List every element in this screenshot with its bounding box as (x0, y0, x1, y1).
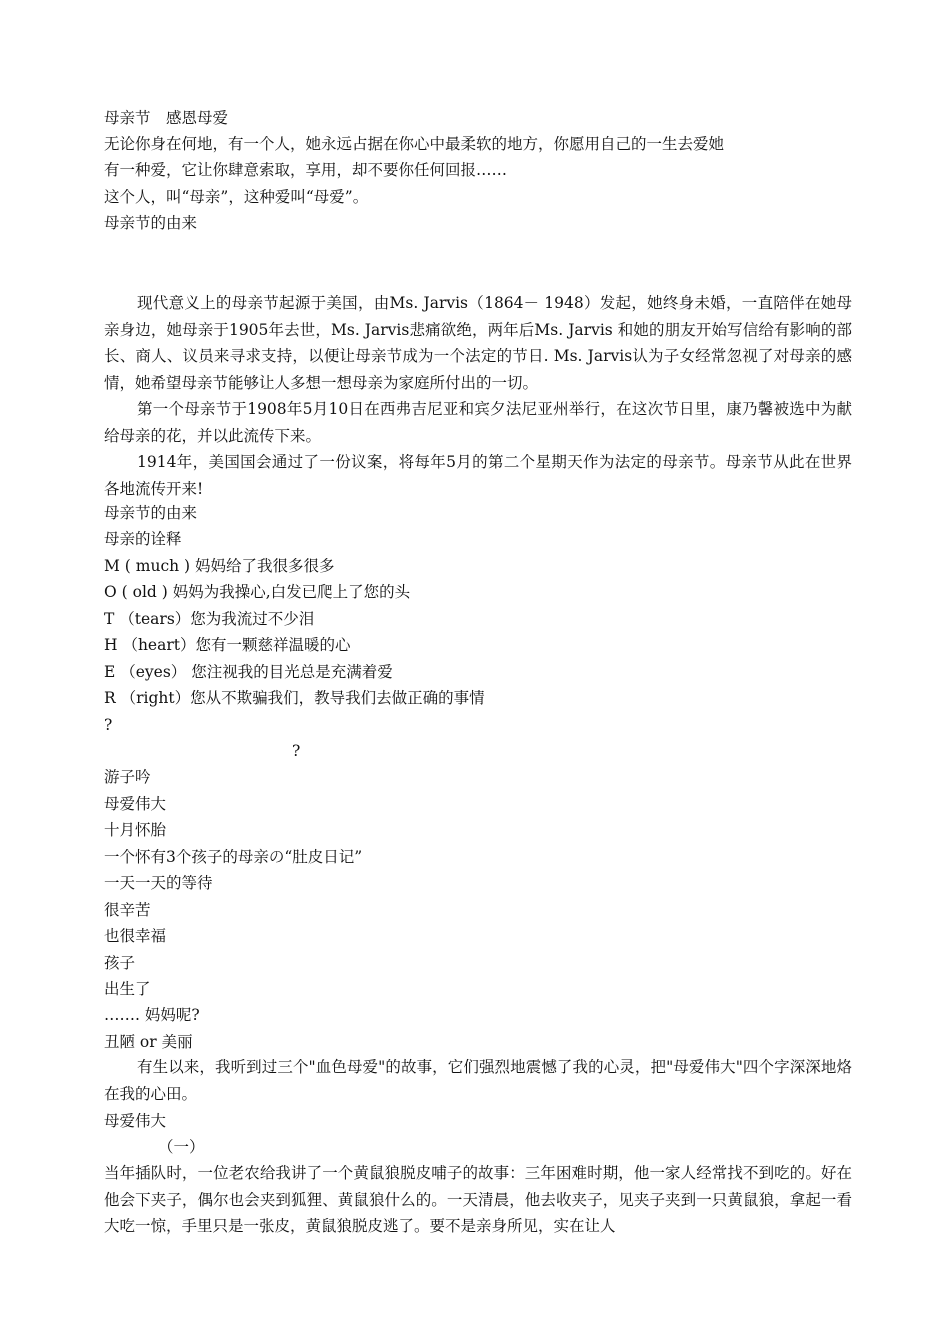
acronym-item-r: R （right）您从不欺骗我们，教导我们去做正确的事情 (104, 689, 485, 707)
poem-line: 一天一天的等待 (104, 874, 213, 892)
poem-line: 母爱伟大 (104, 795, 167, 813)
poem-line: 丑陋 or 美丽 (104, 1033, 193, 1051)
story-section-number: （一） (158, 1138, 205, 1156)
intro-line-2: 有一种爱，它让你肆意索取，享用，却不要你任何回报…… (104, 161, 508, 179)
story-intro-paragraph: 有生以来，我听到过三个"血色母爱"的故事，它们强烈地震憾了我的心灵，把"母爱伟大"四个字深深地烙在我的心田。 (104, 1058, 852, 1103)
placeholder-question-mark: ? (104, 716, 113, 734)
poem-line: ……. 妈妈呢? (104, 1006, 200, 1024)
origin-paragraph-1: 现代意义上的母亲节起源于美国，由Ms. Jarvis（1864－ 1948）发起，她终身未婚，一直陪伴在她母亲身边，她母亲于1905年去世，Ms. Jarvis悲痛欲绝，两年后Ms. Jarvis 和她的朋友开始写信给有影响的部长、商人、议员来寻求支持，以便让母亲节成为一个法定的节日. Ms. Jarvis认为子女经常忽视了对母亲的感情，她希望母亲节能够让人多想一想母亲为家庭所付出的一切。 (104, 294, 852, 392)
placeholder-question-mark-centered: ? (292, 742, 301, 760)
story-heading: 母爱伟大 (104, 1112, 167, 1130)
story-body-paragraph: 当年插队时，一位老农给我讲了一个黄鼠狼脱皮哺子的故事：三年困难时期，他一家人经常找不到吃的。好在他会下夹子，偶尔也会夹到狐狸、黄鼠狼什么的。一天清晨，他去收夹子，见夹子夹到一只黄鼠狼，拿起一看大吃一惊，手里只是一张皮，黄鼠狼脱皮逃了。要不是亲身所见，实在让人 (104, 1164, 852, 1235)
acronym-item-t: T （tears）您为我流过不少泪 (104, 610, 315, 628)
poem-line: 十月怀胎 (104, 821, 167, 839)
document-title: 母亲节 感恩母爱 (104, 109, 229, 127)
poem-line: 出生了 (104, 980, 151, 998)
intro-line-1: 无论你身在何地，有一个人，她永远占据在你心中最柔软的地方，你愿用自己的一生去爱她 (104, 135, 725, 153)
poem-line: 很辛苦 (104, 901, 151, 919)
origin-paragraph-3: 1914年，美国国会通过了一份议案，将每年5月的第二个星期天作为法定的母亲节。母亲节从此在世界各地流传开来! (104, 453, 852, 498)
acronym-item-h: H （heart）您有一颗慈祥温暖的心 (104, 636, 351, 654)
section-heading-origin-repeat: 母亲节的由来 (104, 504, 198, 522)
poem-line: 游子吟 (104, 768, 151, 786)
acronym-item-o: O ( old ) 妈妈为我操心,白发已爬上了您的头 (104, 583, 411, 601)
poem-line: 一个怀有3个孩子的母亲の“肚皮日记” (104, 848, 363, 866)
poem-line: 也很幸福 (104, 927, 167, 945)
section-heading-origin: 母亲节的由来 (104, 214, 198, 232)
section-heading-interpretation: 母亲的诠释 (104, 530, 182, 548)
origin-paragraph-2: 第一个母亲节于1908年5月10日在西弗吉尼亚和宾夕法尼亚州举行，在这次节日里，康乃馨被选中为献给母亲的花，并以此流传下来。 (104, 400, 852, 445)
acronym-item-e: E （eyes） 您注视我的目光总是充满着爱 (104, 663, 393, 681)
acronym-item-m: M ( much ) 妈妈给了我很多很多 (104, 557, 335, 575)
poem-line: 孩子 (104, 954, 136, 972)
intro-line-3: 这个人，叫“母亲”，这种爱叫“母爱”。 (104, 188, 369, 206)
